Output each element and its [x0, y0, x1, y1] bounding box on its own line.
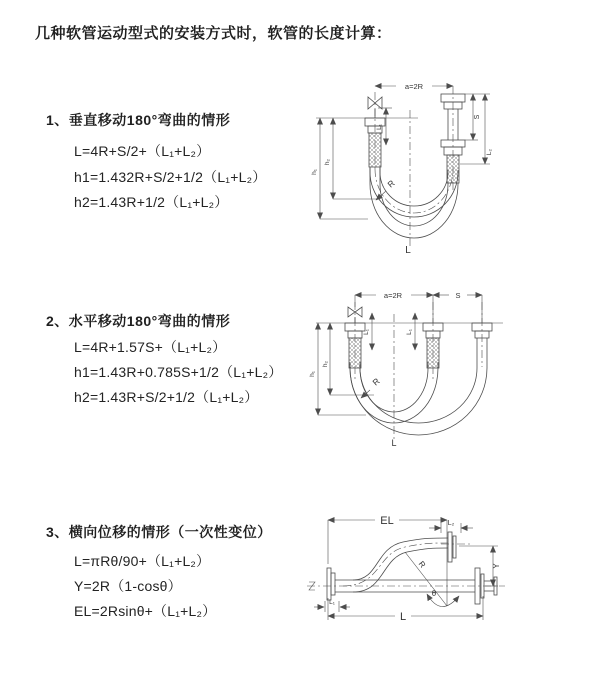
hose-s-curve	[353, 538, 448, 592]
section-1-formula-l: L=4R+S/2+（L₁+L₂）	[74, 143, 211, 159]
hose-u-bend	[370, 167, 458, 238]
section-3-formula-el: EL=2Rsinθ+（L₁+L₂）	[74, 603, 217, 619]
dim-label-h1: h₁	[309, 371, 316, 377]
dim-label-s: S	[474, 114, 481, 120]
length-label: L	[391, 438, 397, 448]
section-2-heading: 2、水平移动180°弯曲的情形	[46, 313, 231, 329]
dim-label-a2r: a=2R	[383, 291, 403, 300]
upper-flange	[448, 532, 456, 562]
dim-a2r-s	[355, 295, 482, 323]
section-2-formula-h1: h1=1.43R+0.785S+1/2（L₁+L₂）	[74, 364, 283, 380]
radius-label: R	[370, 375, 382, 388]
dim-label-h1: h₁	[311, 169, 318, 175]
dim-label-l2: L₂	[447, 520, 455, 527]
dim-label-a2r: a=2R	[404, 82, 424, 91]
diagram-vertical-180-bend	[310, 72, 590, 257]
section-1-formula-h1: h1=1.432R+S/2+1/2（L₁+L₂）	[74, 169, 267, 185]
dim-label-s: S	[455, 291, 461, 300]
section-3-formula-y: Y=2R（1-cosθ）	[74, 578, 182, 594]
dim-label-l2: L₂	[486, 148, 493, 156]
length-label: L	[399, 611, 407, 623]
dim-label-y: Y	[492, 563, 501, 569]
dim-label-h2: h₂	[324, 158, 331, 166]
valve-icon	[368, 97, 382, 118]
hose-u-bends	[350, 346, 487, 435]
dim-label-l1-b: L₁	[406, 329, 413, 335]
dim-label-l1: L₁	[376, 124, 383, 130]
length-label: L	[405, 245, 411, 256]
dim-label-el: EL	[380, 515, 394, 527]
radius-line	[405, 552, 447, 606]
section-2-formula-h2: h2=1.43R+S/2+1/2（L₁+L₂）	[74, 389, 259, 405]
centerlines	[375, 86, 453, 248]
section-2-formula-l: L=4R+1.57S+（L₁+L₂）	[74, 339, 227, 355]
page-title: 几种软管运动型式的安装方式时，软管的长度计算：	[35, 25, 392, 42]
diagram-horizontal-180-bend	[308, 282, 600, 457]
dim-h1-h2	[318, 323, 374, 415]
section-1-formula-h2: h2=1.43R+1/2（L₁+L₂）	[74, 194, 229, 210]
section-3-formula-l: L=πRθ/90+（L₁+L₂）	[74, 553, 211, 569]
radius-label: R	[416, 559, 428, 570]
section-1-heading: 1、垂直移动180°弯曲的情形	[46, 112, 231, 128]
diagram-lateral-displacement	[303, 498, 600, 658]
angle-label: θ	[431, 589, 437, 598]
radius-label: R	[385, 177, 397, 190]
dim-label-l1: L₁	[363, 329, 370, 335]
dim-label-l1: L₁	[329, 599, 335, 606]
dim-label-h2: h₂	[322, 360, 329, 368]
section-3-heading: 3、横向位移的情形（一次性变位）	[46, 524, 272, 540]
dim-el	[328, 520, 447, 606]
